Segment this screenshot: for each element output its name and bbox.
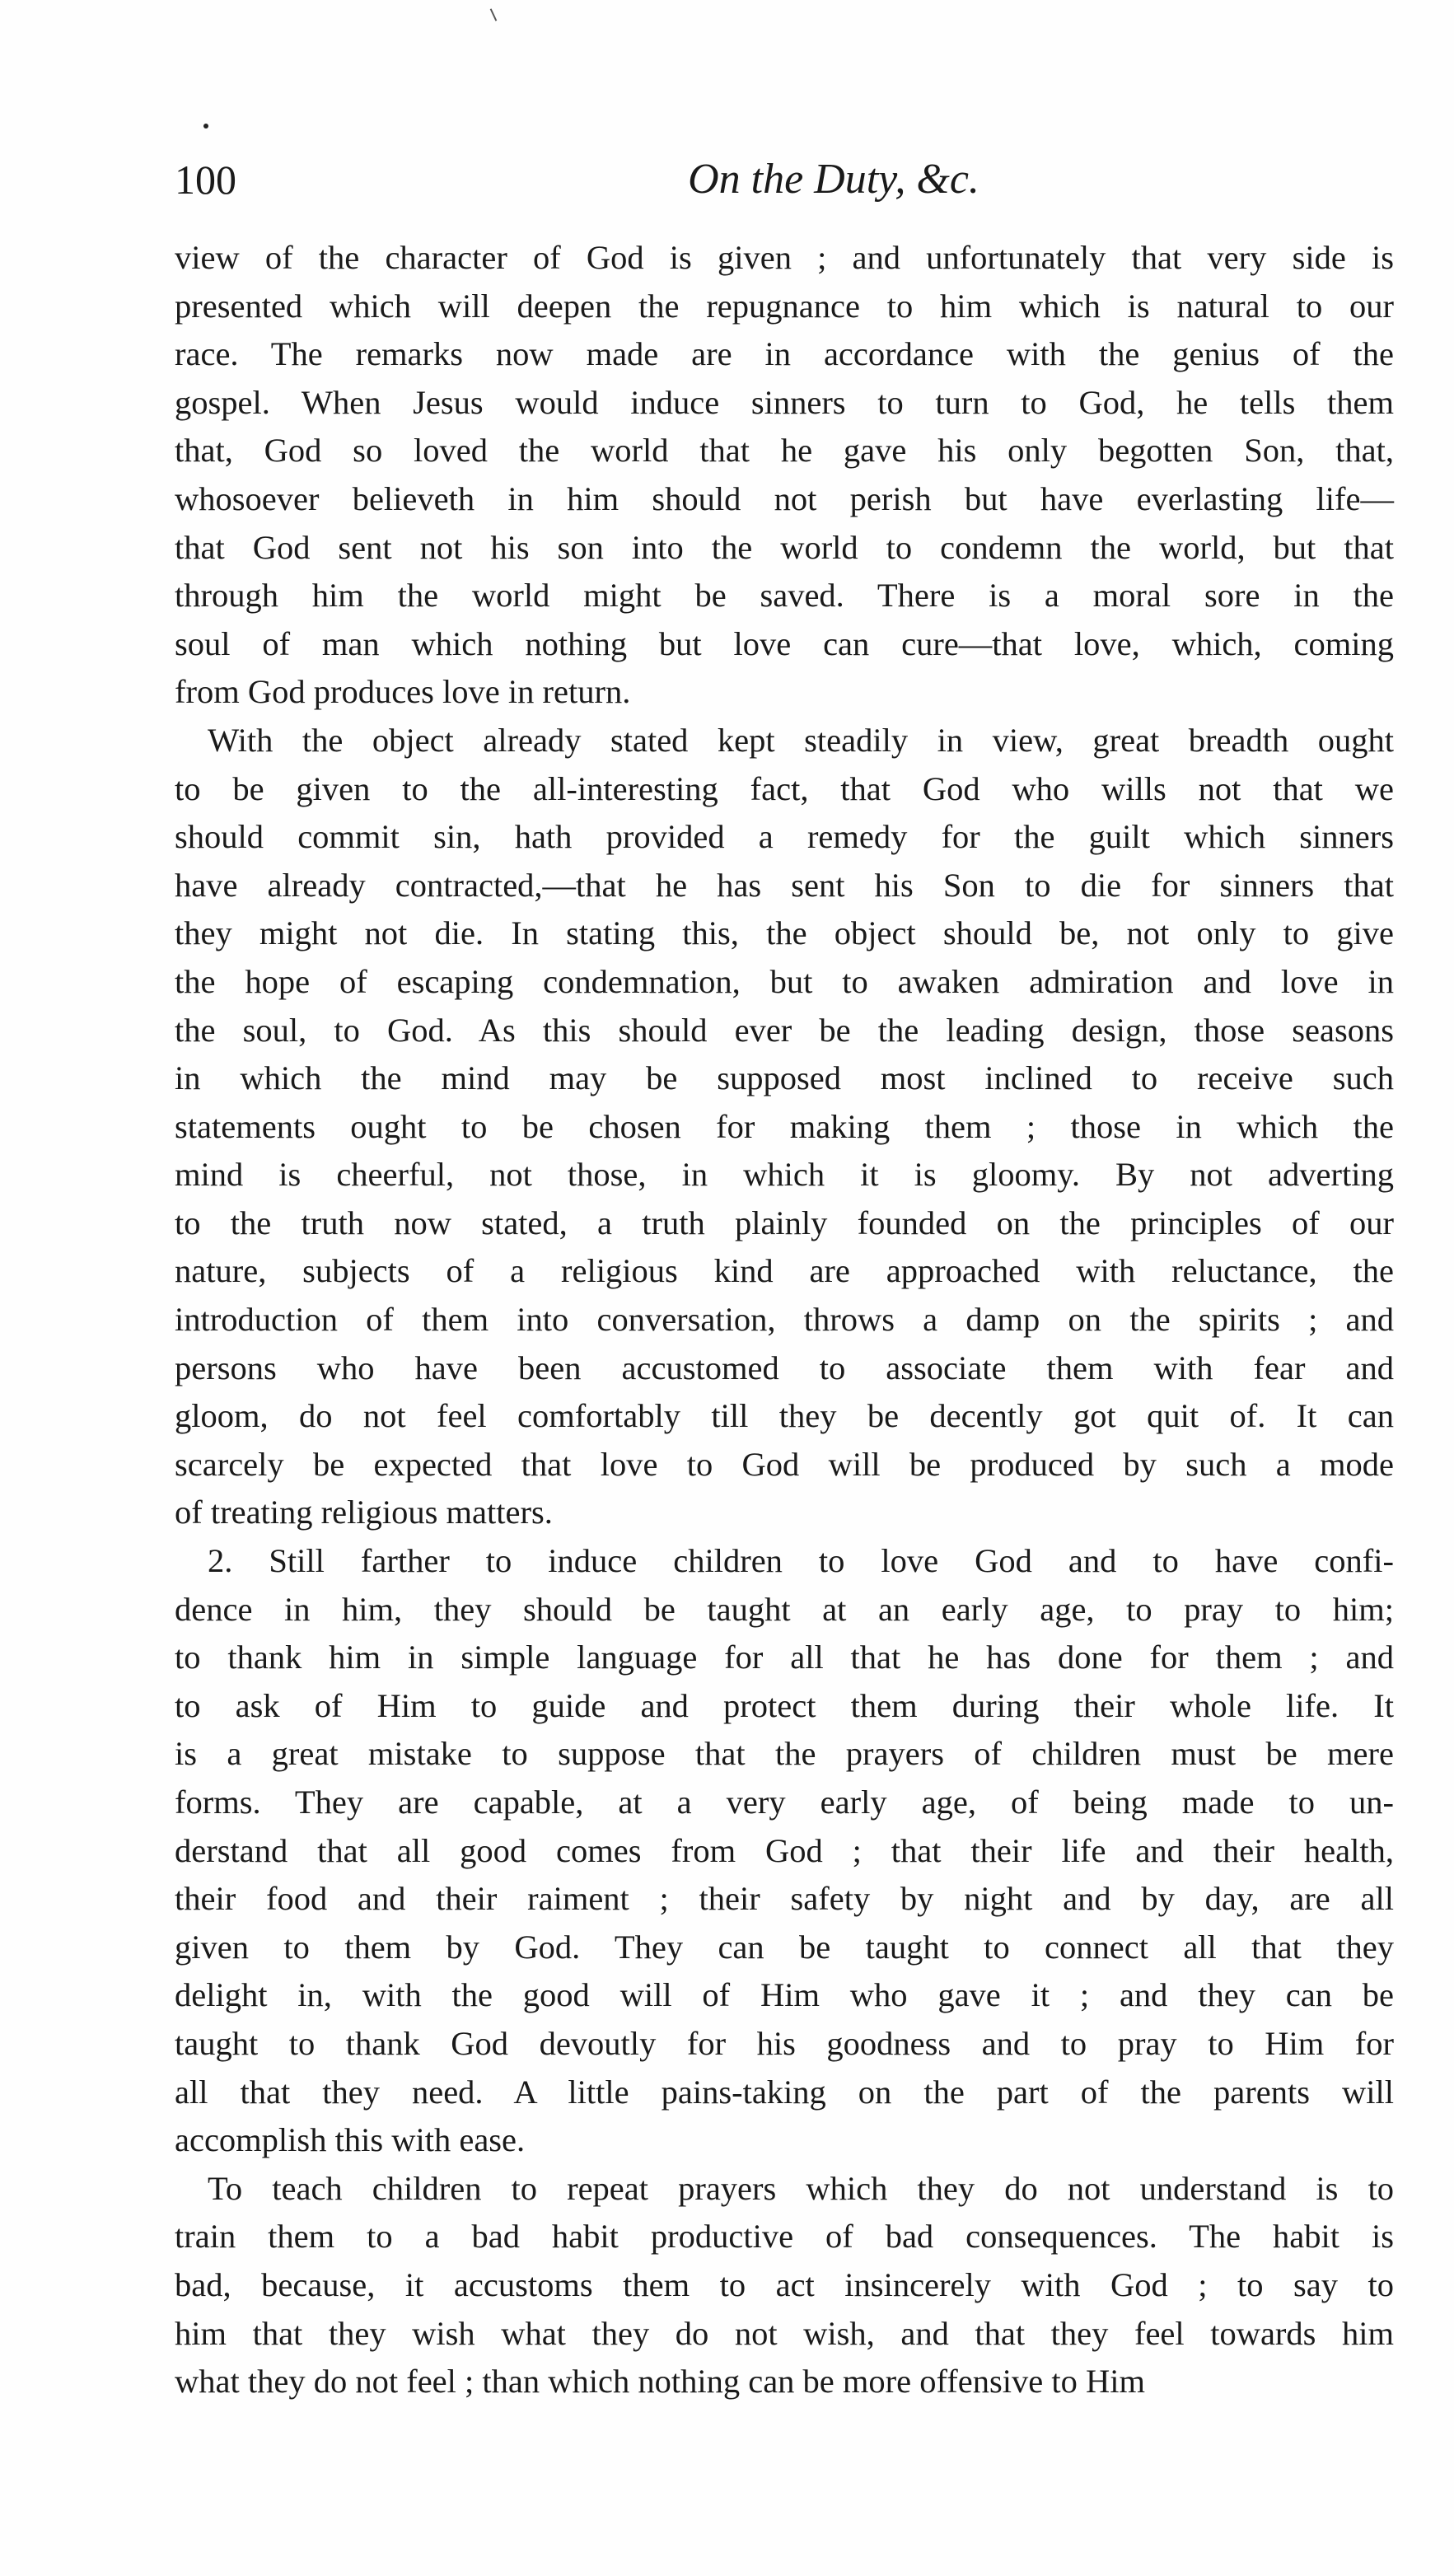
paragraph: [175, 234, 1394, 717]
text-line: that God sent not his son into the world to condemn the world, but that: [175, 528, 1394, 566]
page-header: [175, 147, 1394, 213]
printer-mark: [490, 8, 498, 21]
text-line: bad, because, it accustoms them to act insincerely with God ; to say to: [175, 2265, 1394, 2303]
text-line: to ask of Him to guide and protect them during their whole life. It: [175, 1686, 1394, 1724]
text-line: introduction of them into conversation, throws a damp on the spirits ; and: [175, 1301, 1394, 1339]
text-line: With the object already stated kept steadily in view, great breadth ought: [208, 721, 1394, 759]
text-line: to thank him in simple language for all that he has done for them ; and: [175, 1639, 1394, 1676]
text-line: they might not die. In stating this, the object should be, not only to give: [175, 914, 1394, 952]
text-line: their food and their raiment ; their safety by night and by day, are all: [175, 1880, 1394, 1918]
body-text: [175, 234, 1394, 2406]
text-line: scarcely be expected that love to God will be produced by such a mode: [175, 1445, 1394, 1483]
text-line: that, God so loved the world that he gave his only begotten Son, that,: [175, 432, 1394, 470]
text-line: To teach children to repeat prayers which they do not understand is to: [208, 2169, 1394, 2207]
text-line: the soul, to God. As this should ever be the leading design, those seasons: [175, 1011, 1394, 1049]
running-head: On the Duty, &c.: [688, 156, 979, 203]
text-line: delight in, with the good will of Him who gave it ; and they can be: [175, 1976, 1394, 2014]
text-line: whosoever believeth in him should not perish but have everlasting life—: [175, 479, 1394, 517]
text-line: view of the character of God is given ; and unfortunately that very side is: [175, 239, 1394, 276]
text-line: to be given to the all-interesting fact, that God who wills not that we: [175, 769, 1394, 807]
text-line: what they do not feel ; than which nothing can be more offensive to Him: [175, 2363, 1145, 2401]
ink-dot: [203, 124, 208, 129]
text-line: him that they wish what they do not wish, and that they feel towards him: [175, 2314, 1394, 2352]
text-line: from God produces love in return.: [175, 673, 631, 711]
text-line: statements ought to be chosen for making them ; those in which the: [175, 1107, 1394, 1145]
text-line: dence in him, they should be taught at an early age, to pray to him;: [175, 1590, 1394, 1628]
text-line: have already contracted,—that he has sent his Son to die for sinners that: [175, 866, 1394, 904]
text-line: nature, subjects of a religious kind are approached with reluctance, the: [175, 1252, 1394, 1290]
text-line: to the truth now stated, a truth plainly founded on the principles of our: [175, 1204, 1394, 1241]
text-line: persons who have been accustomed to associate them with fear and: [175, 1349, 1394, 1386]
paragraph: [175, 1537, 1394, 2165]
text-line: soul of man which nothing but love can cure—that love, which, coming: [175, 624, 1394, 662]
page-number: 100: [175, 157, 236, 203]
text-line: derstand that all good comes from God ; that their life and their health,: [175, 1831, 1394, 1869]
text-line: taught to thank God devoutly for his goodness and to pray to Him for: [175, 2024, 1394, 2062]
text-line: given to them by God. They can be taught to connect all that they: [175, 1928, 1394, 1966]
text-line: the hope of escaping condemnation, but to awaken admiration and love in: [175, 962, 1394, 1000]
text-line: of treating religious matters.: [175, 1494, 553, 1531]
text-line: presented which will deepen the repugnance to him which is natural to our: [175, 287, 1394, 325]
text-line: should commit sin, hath provided a remedy for the guilt which sinners: [175, 818, 1394, 856]
text-line: gospel. When Jesus would induce sinners to turn to God, he tells them: [175, 383, 1394, 421]
text-line: forms. They are capable, at a very early age, of being made to un-: [175, 1784, 1394, 1821]
text-line: is a great mistake to suppose that the prayers of children must be mere: [175, 1735, 1394, 1773]
text-line: gloom, do not feel comfortably till they be decently got quit of. It can: [175, 1397, 1394, 1435]
text-line: accomplish this with ease.: [175, 2121, 526, 2159]
text-line: 2. Still farther to induce children to love God and to have confi-: [208, 1542, 1394, 1580]
text-line: mind is cheerful, not those, in which it is gloomy. By not adverting: [175, 1156, 1394, 1194]
paragraph: [175, 2165, 1394, 2406]
text-line: in which the mind may be supposed most inclined to receive such: [175, 1059, 1394, 1097]
text-line: through him the world might be saved. There is a moral sore in the: [175, 577, 1394, 615]
text-line: race. The remarks now made are in accordance with the genius of the: [175, 335, 1394, 373]
text-line: all that they need. A little pains-taking on the part of the parents will: [175, 2073, 1394, 2111]
paragraph: [175, 717, 1394, 1537]
text-line: train them to a bad habit productive of bad consequences. The habit is: [175, 2218, 1394, 2256]
